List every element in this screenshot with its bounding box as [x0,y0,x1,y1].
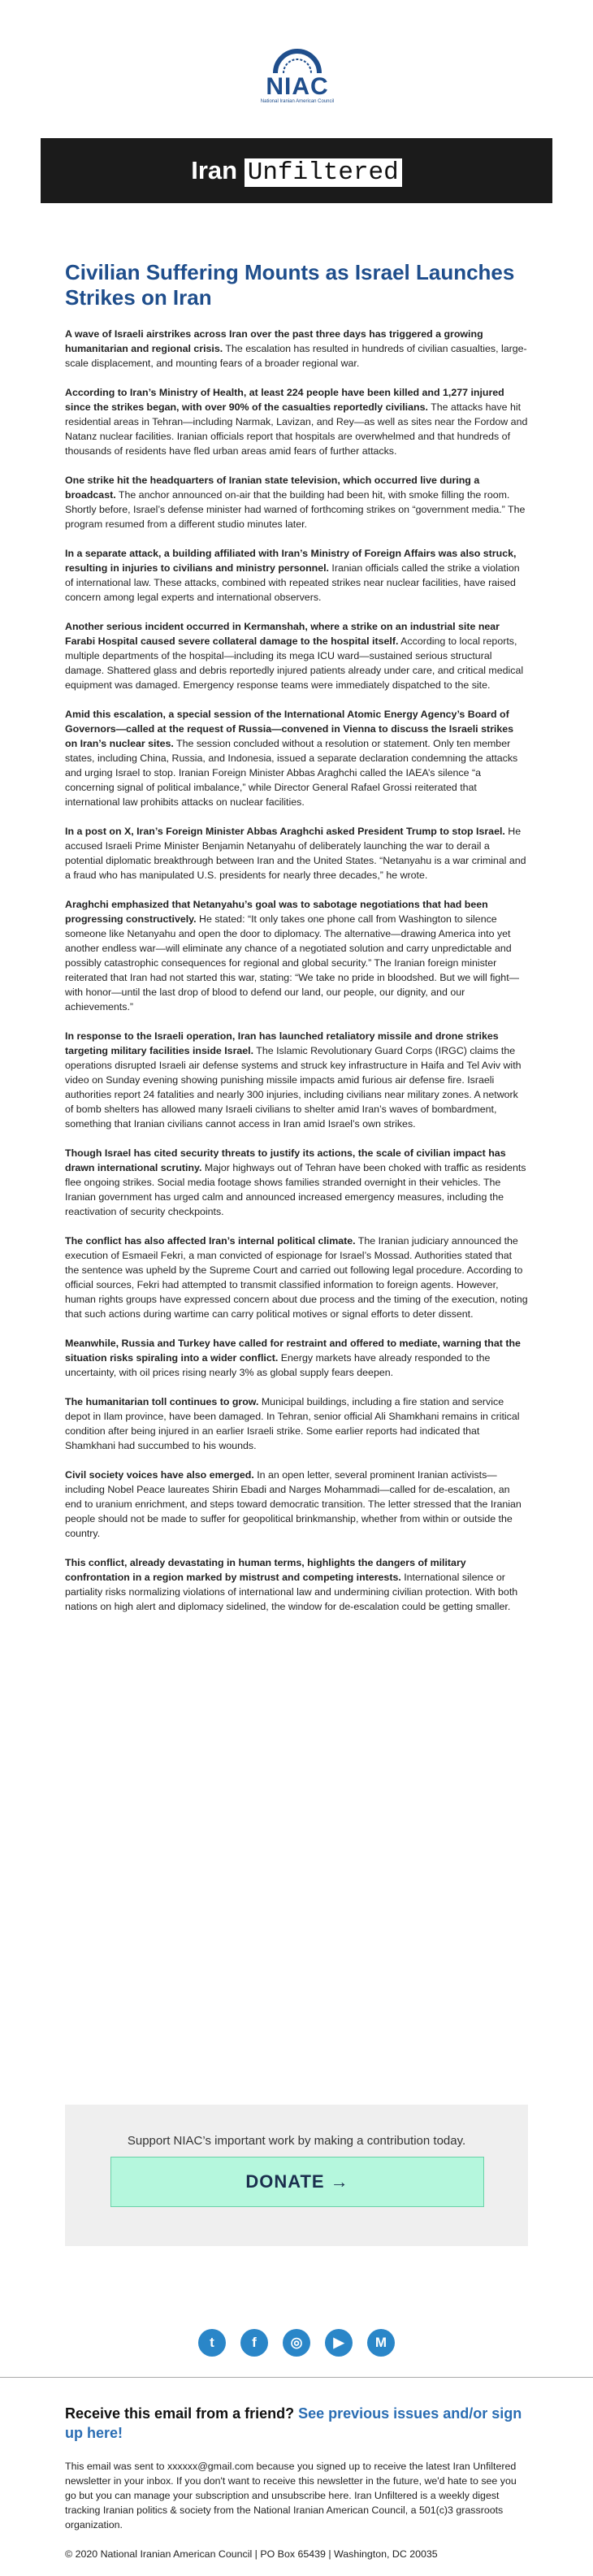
article-paragraph [65,824,528,883]
paragraph-lead: According to Iran’s Ministry of Health, at least 224 people have been killed and 1,277 injured since the strikes began, with over 90% of the casualties reportedly civilians. [65,387,504,413]
paragraph-lead: This conflict, already devastating in human terms, highlights the dangers of military confrontation in a region marked by mistrust and competing interests. [65,1557,466,1583]
article-title: Civilian Suffering Mounts as Israel Launches Strikes on Iran [65,260,515,310]
paragraph-text: In an open letter, several prominent Iranian activists—including Nobel Peace laureates Shirin Ebadi and Narges Mohammadi—called for de-escalation, an end to uranium enrichment, and steps toward democratic transition. The letter stressed that the Iranian people should not be made to suffer for geopolitical brinkmanship, whether from within or outside the country. [65,1469,522,1539]
paragraph-text: International silence or partiality risks normalizing violations of international law and undermining civilian protection. With both nations on high alert and diplomacy sidelined, the window for de-escalation could be getting smaller. [65,1572,518,1612]
paragraph-lead: Civil society voices have also emerged. [65,1469,254,1481]
footer-copyright: © 2020 National Iranian American Council | PO Box 65439 | Washington, DC 20035 [65,2548,438,2560]
paragraph-lead: The humanitarian toll continues to grow. [65,1396,259,1407]
twitter-icon[interactable]: t [198,2329,226,2357]
logo-arc-icon [269,47,326,75]
paragraph-text: Major highways out of Tehran have been choked with traffic as residents flee ongoing strikes. Social media footage shows families stranded overnight in their vehicles. The Iranian government has urged calm and announced increased emergency measures, including the reactivation of security checkpoints. [65,1162,526,1217]
paragraph-text: The Iranian judiciary announced the execution of Esmaeil Fekri, a man convicted of espionage for Israel’s Mossad. Authorities stated that the sentence was upheld by the Supreme Court and carried out following legal procedure. According to official sources, Fekri had attempted to transmit classified information to foreign agents. However, human rights groups have expressed concern about due process and the timing of the execution, noting that such actions during wartime can carry political motives or signal efforts to deter dissent. [65,1235,528,1320]
youtube-icon[interactable]: ▶ [325,2329,353,2357]
divider [0,2377,593,2378]
paragraph-text: The escalation has resulted in hundreds of civilian casualties, large-scale displacement, and mounting fears of a broader regional war. [65,343,527,369]
donate-button[interactable]: DONATE → [110,2157,484,2207]
paragraph-text: The session concluded without a resolution or statement. Only ten member states, including China, Russia, and Indonesia, issued a separate declaration condemning the attacks and urging Israel to stop. Iranian Foreign Minister Abbas Araghchi called the IAEA’s silence “a concerning signal of political imbalance,” while Director General Rafael Grossi reiterated that international law prohibits attacks on nuclear facilities. [65,738,518,808]
logo-tagline: National Iranian American Council [260,99,335,104]
paragraph-text: Energy markets have already responded to the uncertainty, with oil prices rising nearly 3% as global supply fears deepen. [65,1352,491,1378]
footer [65,2404,528,2576]
article [65,260,528,1628]
article-paragraph [65,1234,528,1321]
article-paragraph [65,1394,528,1453]
article-paragraph [65,897,528,1014]
banner-title-boxed: Unfiltered [245,158,402,187]
signup-link[interactable]: See previous issues and/or sign up here! [65,2405,522,2441]
paragraph-text: The Islamic Revolutionary Guard Corps (IRGC) claims the operations disrupted Israeli air defense systems and struck key infrastructure in Haifa and Tel Aviv with video on Sunday evening showing punishing missile impacts amid furious air defense fire. Israeli authorities report 24 fatalities and nearly 300 injuries, including civilians near military zones. A network of bomb shelters has allowed many Israeli civilians to shelter amid Iran’s waves of bombardment, something that Iranian civilians cannot access in Iran amid Israel’s own strikes. [65,1045,522,1130]
paragraph-text: Municipal buildings, including a fire station and service depot in Ilam province, have been damaged. In Tehran, senior official Ali Shamkhani remains in critical condition after being injured in an earlier Israeli strike. Some earlier reports had indicated that Shamkhani had succumbed to his wounds. [65,1396,520,1451]
article-paragraph [65,1468,528,1541]
paragraph-text: The attacks have hit residential areas in Tehran—including Narmak, Lavizan, and Rey—as well as sites near the Fordow and Natanz nuclear facilities. Iranian officials report that hospitals are overwhelmed and that hundreds of thousands of residents have fled urban areas amid fears of further attacks. [65,401,528,457]
footer-heading-text: Receive this email from a friend? [65,2405,295,2422]
footer-notice: This email was sent to xxxxxx@gmail.com because you signed up to receive the latest Iran Unfiltered newsletter in your inbox. If you don't want to receive this newsletter in the future, we'd hate to see you go but you can manage your subscription and unsubscribe here. Iran Unfiltered is a weekly digest tracking Iranian politics & society from the National Iranian American Council, a 501(c)3 grassroots organization. [65,2461,517,2530]
paragraph-lead: The conflict has also affected Iran’s internal political climate. [65,1235,356,1247]
donate-section [65,2105,528,2246]
logo-name: NIAC [266,73,329,100]
article-paragraph [65,1336,528,1380]
article-paragraph [65,385,528,458]
donate-text: Support NIAC’s important work by making a contribution today. [127,2134,466,2148]
medium-icon[interactable]: M [367,2329,395,2357]
article-paragraph [65,546,528,605]
paragraph-lead: Araghchi emphasized that Netanyahu’s goal was to sabotage negotiations that had been progressing constructively. [65,899,488,925]
paragraph-text: According to local reports, multiple departments of the hospital—including its mega ICU ward—sustained serious structural damage. Shattered glass and debris reportedly injured patients already under care, and critical medical equipment was damaged. Emergency response teams were immediately dispatched to the site. [65,635,524,691]
paragraph-lead: One strike hit the headquarters of Iranian state television, which occurred live during a broadcast. [65,475,480,501]
banner-title [41,156,552,187]
paragraph-lead: Another serious incident occurred in Kermanshah, where a strike on an industrial site near Farabi Hospital caused severe collateral damage to the hospital itself. [65,621,500,647]
article-paragraph [65,1146,528,1219]
paragraph-lead: A wave of Israeli airstrikes across Iran over the past three days has triggered a growing humanitarian and regional crisis. [65,328,483,354]
instagram-icon[interactable]: ◎ [283,2329,310,2357]
niac-logo[interactable] [260,47,335,119]
paragraph-text: The anchor announced on-air that the building had been hit, with smoke filling the room. Shortly before, Israel’s defense minister had warned of forthcoming strikes on “government media.” The program resumed from a different studio minutes later. [65,489,526,530]
paragraph-lead: Meanwhile, Russia and Turkey have called for restraint and offered to mediate, warning that the situation risks spiraling into a wider conflict. [65,1338,521,1364]
paragraph-lead: Amid this escalation, a special session of the International Atomic Energy Agency’s Board of Governors—called at the request of Russia—convened in Vienna to discuss the Israeli strikes on Iran’s nuclear sites. [65,709,514,749]
newsletter-banner [41,138,552,203]
article-body [65,327,528,1614]
paragraph-text: He accused Israeli Prime Minister Benjamin Netanyahu of deliberately launching the war to derail a potential diplomatic breakthrough between Iran and the United States. “Netanyahu is a war criminal and a fraud who has manipulated U.S. presidents for nearly three decades,” he wrote. [65,826,526,881]
article-paragraph [65,473,528,531]
facebook-icon[interactable]: f [240,2329,268,2357]
header [0,0,593,138]
article-paragraph [65,707,528,809]
article-paragraph [65,619,528,692]
article-paragraph [65,1029,528,1131]
paragraph-lead: In a post on X, Iran’s Foreign Minister Abbas Araghchi asked President Trump to stop Israel. [65,826,505,837]
paragraph-lead: In a separate attack, a building affiliated with Iran’s Ministry of Foreign Affairs was also struck, resulting in injuries to civilians and ministry personnel. [65,548,517,574]
paragraph-text: Iranian officials called the strike a violation of international law. These attacks, combined with repeated strikes near nuclear facilities, have raised concern among legal experts and international observers. [65,562,520,603]
footer-heading [65,2404,528,2443]
article-paragraph [65,327,528,371]
paragraph-text: He stated: “It only takes one phone call from Washington to silence someone like Netanyahu and open the door to diplomacy. The alternative—drawing America into yet another endless war—will eliminate any chance of a negotiated solution and carry unpredictable and possibly catastrophic consequences for regional and global security.” The Iranian foreign minister reiterated that Iran had not started this war, stating: “We take no pride in bloodshed. But we will fight—with honor—until the last drop of blood to defend our land, our people, our dignity, and our achievements.” [65,913,520,1013]
social-links [0,2329,593,2358]
paragraph-lead: In response to the Israeli operation, Iran has launched retaliatory missile and drone strikes targeting military facilities inside Israel. [65,1030,499,1056]
paragraph-lead: Though Israel has cited security threats to justify its actions, the scale of civilian impact has drawn international scrutiny. [65,1147,506,1173]
article-paragraph [65,1555,528,1614]
banner-title-plain: Iran [191,156,238,184]
